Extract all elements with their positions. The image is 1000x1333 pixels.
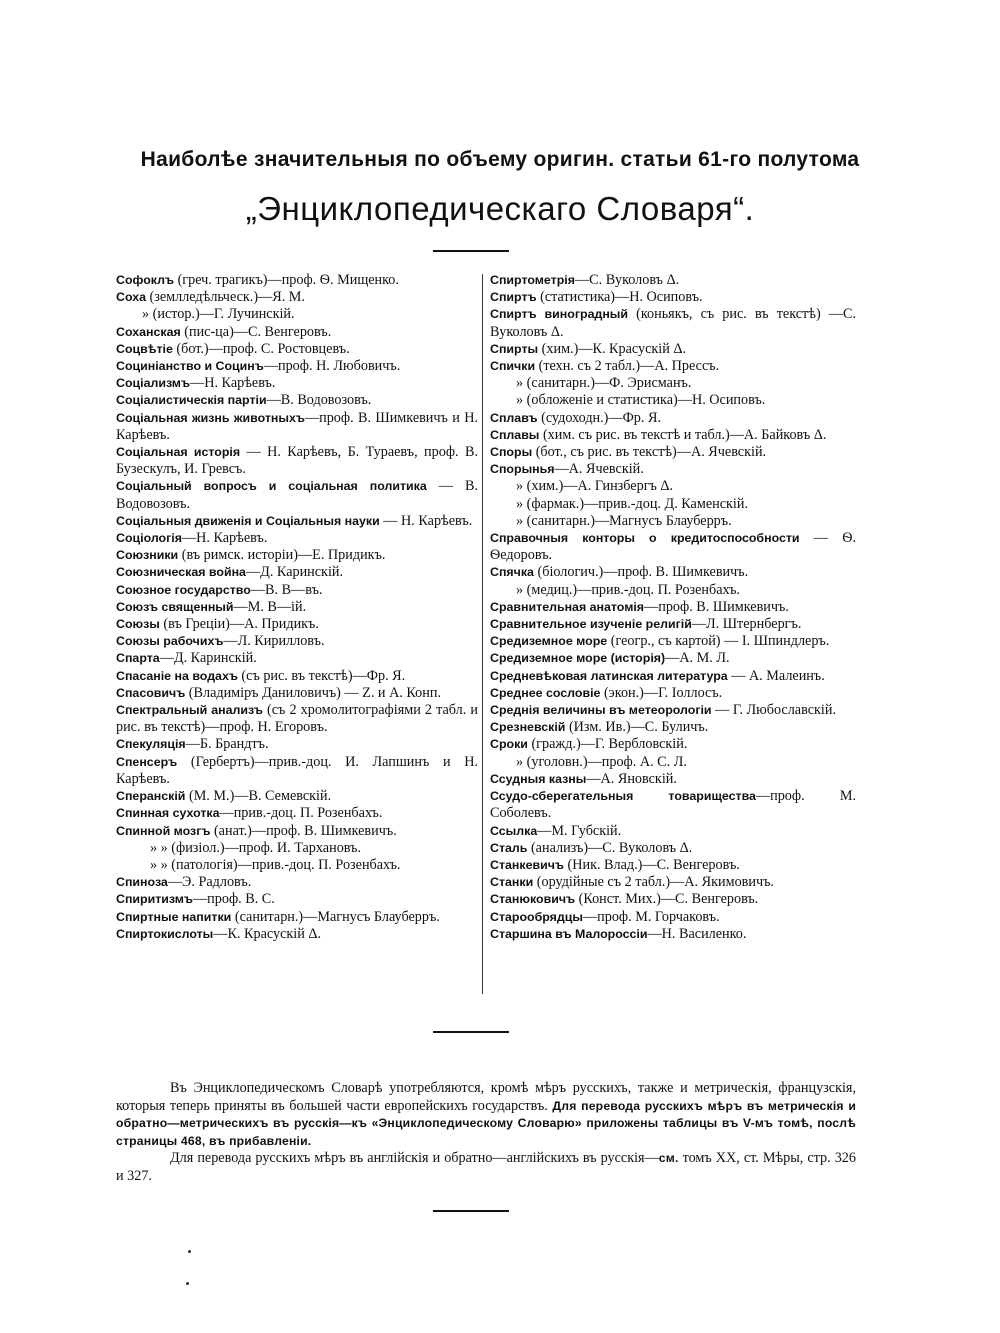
list-item	[116, 444, 478, 478]
entry-headword: Союзное государство	[116, 582, 251, 597]
list-item	[116, 616, 478, 633]
list-item	[116, 530, 478, 547]
list-item	[490, 891, 856, 908]
entry-headword: Спенсеръ	[116, 754, 178, 769]
entry-author: —В. Водовозовъ.	[266, 392, 372, 409]
entry-author: —Д. Каринскій.	[245, 564, 344, 581]
ditto-mark: » »	[150, 839, 172, 856]
entry-author: (М. М.)—В. Семевскій.	[185, 788, 332, 805]
entry-headword: Справочныя конторы о кредитоспособности	[490, 531, 800, 546]
entry-headword: Соханская	[116, 324, 181, 339]
entry-headword: Спорынья	[490, 462, 555, 477]
list-item	[490, 633, 856, 650]
list-item	[490, 564, 856, 581]
note-paragraph-2	[116, 1150, 856, 1185]
entry-author: (техн. съ 2 табл.)—А. Прессъ.	[535, 358, 720, 375]
entry-author: (патологія)—прив.-доц. П. Розенбахъ.	[171, 856, 401, 873]
entry-headword: Среднія величины въ метеорологіи	[490, 703, 712, 718]
entry-author: —С. Вуколовъ Δ.	[574, 272, 680, 288]
entry-headword: Ссудныя казны	[490, 771, 587, 786]
list-item	[116, 788, 478, 805]
title-rule	[433, 250, 509, 252]
entry-author: — Н. Карѣевъ, Б. Тураевъ, проф. В. Бузескулъ, И. Гревсъ.	[116, 444, 478, 478]
list-item	[116, 358, 478, 375]
entry-author: (геогр., съ картой) — І. Шпиндлеръ.	[607, 633, 830, 650]
entry-author: (гражд.)—Г. Вербловскій.	[527, 736, 688, 753]
entry-headword: Соціологія	[116, 531, 182, 546]
list-item	[490, 736, 856, 753]
list-item	[490, 513, 856, 530]
entry-author: (санитарн.)—Магнусъ Блауберръ.	[526, 512, 732, 529]
entry-headword: Союзники	[116, 548, 179, 563]
entry-headword: Союзы рабочихъ	[116, 634, 224, 649]
note-text: томъ XX, ст. Мѣры, стр. 326 и 327.	[116, 1150, 856, 1184]
entry-author: (фармак.)—прив.-доц. Д. Каменскій.	[526, 495, 748, 512]
list-item	[116, 633, 478, 650]
entry-author: — Ѳ. Ѳедоровъ.	[490, 530, 856, 564]
entry-author: (греч. трагикъ)—проф. Ѳ. Мищенко.	[174, 272, 399, 288]
entry-headword: Социніанство и Социнъ	[116, 359, 264, 374]
list-item	[490, 702, 856, 719]
note-text: Для перевода русскихъ мѣръ въ англійскія и обратно—англійскихъ въ русскія—	[170, 1150, 659, 1167]
entry-author: —А. М. Л.	[665, 650, 730, 667]
page-title-line-1: Наиболѣе значительныя по объему оригин. статьи 61-го полутома	[140, 148, 860, 171]
list-item	[116, 306, 478, 323]
entry-headword: Сравнительная анатомія	[490, 599, 645, 614]
list-item	[116, 668, 478, 685]
list-item	[490, 392, 856, 409]
ditto-mark: »	[516, 495, 527, 512]
entry-author: (Изм. Ив.)—С. Буличъ.	[565, 719, 709, 736]
entry-headword: Станкевичъ	[490, 857, 564, 872]
list-item	[490, 840, 856, 857]
list-item	[116, 478, 478, 512]
list-item	[116, 685, 478, 702]
list-item	[490, 823, 856, 840]
entry-author: (санитарн.)—Магнусъ Блауберръ.	[231, 908, 440, 925]
entry-author: (Ник. Влад.)—С. Венгеровъ.	[563, 856, 740, 873]
list-item	[490, 496, 856, 513]
ditto-mark: » »	[150, 856, 172, 873]
list-item	[490, 289, 856, 306]
ditto-mark: »	[516, 581, 527, 598]
entry-headword: Сравнительное изученіе религій	[490, 617, 692, 632]
entry-headword: Старообрядцы	[490, 909, 583, 924]
entry-headword: Соха	[116, 290, 146, 305]
list-item	[116, 289, 478, 306]
entry-author: (бот.)—проф. С. Ростовцевъ.	[172, 340, 350, 357]
list-item	[116, 341, 478, 358]
entry-headword: Союзъ священный	[116, 599, 234, 614]
ditto-mark: »	[516, 753, 527, 770]
entry-headword: Спички	[490, 359, 536, 374]
entry-author: (медиц.)—прив.-доц. П. Розенбахъ.	[526, 581, 740, 598]
entry-headword: Сплавы	[490, 427, 540, 442]
list-item	[490, 668, 856, 685]
right-column	[490, 272, 856, 943]
entry-author: —проф. М. Соболевъ.	[490, 788, 857, 822]
list-item	[116, 513, 478, 530]
list-item	[116, 926, 478, 943]
entry-author: (Конст. Мих.)—С. Венгеровъ.	[575, 891, 759, 908]
entry-author: (коньякъ, съ рис. въ текстѣ) —С. Вуколовъ Δ.	[490, 306, 856, 340]
entry-headword: Соціальныя движенія и Соціальныя науки	[116, 513, 380, 528]
entry-headword: Сталь	[490, 840, 528, 855]
entry-author: —М. Губскій.	[537, 822, 622, 839]
list-item	[116, 823, 478, 840]
entry-author: —Э. Радловъ.	[167, 874, 252, 891]
entry-author: (анализъ)—С. Вуколовъ Δ.	[527, 839, 693, 856]
entry-headword: Средиземное море	[490, 634, 608, 649]
list-item	[116, 582, 478, 599]
speck-mark	[188, 1250, 191, 1253]
list-item	[116, 805, 478, 822]
entry-headword: Старшина въ Малороссіи	[490, 926, 648, 941]
list-item	[116, 375, 478, 392]
list-item	[490, 530, 856, 564]
entry-headword: Среднее сословіе	[490, 685, 601, 700]
entry-author: —А. Яновскій.	[586, 770, 677, 787]
speck-mark	[186, 1282, 189, 1285]
note-text: Въ Энциклопедическомъ Словарѣ употребляются, кромѣ мѣръ русскихъ, также и метрическія, французскія, которыя теперь приняты въ большей части европейскихъ государствъ.	[116, 1080, 856, 1114]
list-item	[116, 650, 478, 667]
list-item	[116, 840, 478, 857]
entry-headword: Софоклъ	[116, 273, 175, 287]
ditto-mark: »	[516, 512, 527, 529]
entry-author: —Л. Кирилловъ.	[223, 633, 325, 650]
entry-headword: Спиртъ виноградный	[490, 307, 629, 322]
entry-headword: Станюковичъ	[490, 892, 576, 907]
ditto-mark: »	[142, 306, 153, 323]
entry-author: (хим.)—К. Красускій Δ.	[538, 340, 687, 357]
left-column	[116, 272, 478, 943]
list-item	[116, 599, 478, 616]
entry-author: —В. В—въ.	[250, 581, 323, 598]
entry-headword: Спиртъ	[490, 290, 537, 305]
list-item	[490, 650, 856, 667]
entry-author: (анат.)—проф. В. Шимкевичъ.	[210, 822, 397, 839]
entry-author: —проф. В. С.	[192, 891, 275, 908]
list-item	[116, 909, 478, 926]
entry-headword: Ссудо-сберегательныя товарищества	[490, 789, 756, 804]
list-item	[490, 478, 856, 495]
list-item	[490, 427, 856, 444]
list-item	[116, 547, 478, 564]
entry-author: (Владиміръ Даниловичъ) — Z. и А. Конп.	[185, 684, 441, 701]
entry-author: —Н. Карѣевъ.	[181, 530, 268, 547]
entry-author: —проф. В. Шимкевичъ.	[644, 598, 789, 615]
entry-headword: Спектральный анализъ	[116, 703, 263, 718]
entry-headword: Соціалистическія партіи	[116, 393, 267, 408]
entry-author: (уголовн.)—проф. А. С. Л.	[526, 753, 687, 770]
entry-author: (пис-ца)—С. Венгеровъ.	[180, 323, 332, 340]
entry-author: —прив.-доц. П. Розенбахъ.	[219, 805, 383, 822]
entry-author: (Гербертъ)—прив.-доц. И. Лапшинъ и Н. Карѣевъ.	[116, 753, 478, 787]
list-item	[116, 874, 478, 891]
entry-headword: Спасаніе на водахъ	[116, 668, 238, 683]
entry-headword: Соціальная исторія	[116, 445, 241, 460]
entry-author: (съ рис. въ текстѣ)—Фр. Я.	[237, 667, 406, 684]
entry-author: (обложеніе и статистика)—Н. Осиповъ.	[526, 392, 766, 409]
entry-author: (физіол.)—проф. И. Тархановъ.	[171, 839, 362, 856]
entry-author: —проф. М. Горчаковъ.	[582, 908, 720, 925]
entry-headword: Спиритизмъ	[116, 892, 193, 907]
note-paragraph-1	[116, 1080, 856, 1150]
list-item	[490, 788, 856, 822]
ditto-mark: »	[516, 392, 527, 409]
entry-author: —Д. Каринскій.	[159, 650, 257, 667]
ditto-mark: »	[516, 478, 527, 495]
entry-headword: Споры	[490, 445, 533, 460]
note-bold-text: Для перевода русскихъ мѣръ въ метрическія и обратно—метрическихъ въ русскія—къ «Энциклопедическому Словарю» приложены таблицы въ V-мъ томѣ, послѣ страницы 468, въ прибавленіи.	[116, 1098, 857, 1148]
entry-author: (истор.)—Г. Лучинскій.	[152, 306, 295, 323]
entry-author: — А. Малеинъ.	[727, 667, 825, 684]
entry-headword: Союзы	[116, 617, 160, 632]
list-item	[116, 891, 478, 908]
footer-note	[116, 1080, 856, 1186]
entry-headword: Спирты	[490, 341, 539, 356]
entry-headword: Спиртометрія	[490, 273, 575, 287]
list-item	[490, 685, 856, 702]
entry-author: (хим. съ рис. въ текстѣ и табл.)—А. Байковъ Δ.	[539, 426, 827, 443]
entry-author: —М. В—ій.	[233, 598, 307, 615]
entry-headword: Спасовичъ	[116, 685, 186, 700]
entry-author: —проф. Н. Любовичъ.	[263, 358, 401, 375]
bottom-rule	[433, 1210, 509, 1212]
entry-author: (біологич.)—проф. В. Шимкевичъ.	[533, 564, 749, 581]
list-item	[490, 358, 856, 375]
list-item	[490, 874, 856, 891]
entry-author: (бот., съ рис. въ текстѣ)—А. Ячевскій.	[532, 444, 767, 461]
entry-headword: Станки	[490, 875, 534, 890]
list-item	[490, 461, 856, 478]
ditto-mark: »	[516, 375, 527, 392]
list-item	[116, 857, 478, 874]
list-item	[116, 564, 478, 581]
entry-author: —Н. Василенко.	[647, 925, 747, 942]
entry-author: (съ 2 хромолитографіями 2 табл. и рис. въ текстѣ)—проф. Н. Егоровъ.	[116, 702, 478, 736]
list-item	[490, 306, 856, 340]
entry-author: —К. Красускій Δ.	[213, 925, 322, 942]
entry-author: —проф. В. Шимкевичъ и Н. Карѣевъ.	[116, 409, 479, 443]
entry-headword: Спиртные напитки	[116, 909, 232, 924]
entry-headword: Спячка	[490, 565, 534, 580]
entry-author: (хим.)—А. Гинзбергъ Δ.	[526, 478, 674, 495]
entry-headword: Срезневскій	[490, 720, 566, 735]
entry-headword: Спинной мозгъ	[116, 823, 211, 838]
list-item	[116, 392, 478, 409]
entry-author: — Н. Карѣевъ.	[379, 512, 473, 529]
entry-headword: Союзническая война	[116, 565, 246, 580]
entry-headword: Спинная сухотка	[116, 806, 220, 821]
list-item	[490, 444, 856, 461]
list-item	[490, 616, 856, 633]
entry-headword: Сроки	[490, 737, 528, 752]
middle-rule	[433, 1031, 509, 1033]
note-see-ref: см.	[658, 1151, 679, 1166]
list-item	[490, 857, 856, 874]
entry-author: — В. Водовозовъ.	[116, 478, 478, 512]
entry-author: —А. Ячевскій.	[554, 461, 644, 478]
entry-author: (землледѣльческ.)—Я. М.	[146, 289, 305, 306]
entry-author: (въ римск. исторіи)—Е. Придикъ.	[178, 547, 386, 564]
entry-author: (орудійные съ 2 табл.)—А. Якимовичъ.	[533, 874, 774, 891]
list-item	[490, 599, 856, 616]
list-item	[490, 375, 856, 392]
list-item	[116, 272, 478, 289]
list-item	[116, 754, 478, 788]
entry-headword: Спарта	[116, 651, 160, 666]
entry-headword: Спиноза	[116, 875, 168, 890]
list-item	[116, 736, 478, 753]
entry-headword: Сплавъ	[490, 410, 538, 425]
entry-headword: Ссылка	[490, 823, 538, 838]
entry-headword: Соціальный вопросъ и соціальная политика	[116, 479, 427, 494]
list-item	[116, 324, 478, 341]
list-item	[490, 341, 856, 358]
entry-headword: Сперанскій	[116, 789, 186, 804]
entry-author: (статистика)—Н. Осиповъ.	[536, 289, 703, 306]
list-item	[490, 754, 856, 771]
column-divider	[482, 274, 483, 994]
entry-author: — Г. Любославскій.	[711, 702, 836, 719]
page-title-line-2: „Энциклопедическаго Словаря“.	[245, 190, 755, 227]
list-item	[116, 702, 478, 736]
entry-author: —Н. Карѣевъ.	[190, 375, 276, 392]
list-item	[490, 272, 856, 289]
entry-headword: Средневѣковая латинская литература	[490, 668, 728, 683]
list-item	[490, 719, 856, 736]
entry-author: (санитарн.)—Ф. Эрисманъ.	[526, 375, 692, 392]
entry-author: —Л. Штернбергъ.	[691, 616, 802, 633]
entry-headword: Соціальная жизнь животныхъ	[116, 410, 305, 425]
entry-author: —Б. Брандтъ.	[185, 736, 269, 753]
entry-author: (въ Греціи)—А. Придикъ.	[159, 616, 319, 633]
list-item	[490, 410, 856, 427]
entry-headword: Соціализмъ	[116, 376, 191, 391]
list-item	[490, 909, 856, 926]
entry-headword: Средиземное море (исторія)	[490, 651, 666, 666]
entry-author: (судоходн.)—Фр. Я.	[537, 409, 661, 426]
entry-headword: Спекуляція	[116, 737, 186, 752]
entry-author: (экон.)—Г. Іоллосъ.	[600, 684, 723, 701]
entry-headword: Соцвѣтіе	[116, 341, 173, 356]
list-item	[490, 771, 856, 788]
list-item	[116, 410, 478, 444]
list-item	[490, 926, 856, 943]
entry-headword: Спиртокислоты	[116, 926, 214, 941]
list-item	[490, 582, 856, 599]
